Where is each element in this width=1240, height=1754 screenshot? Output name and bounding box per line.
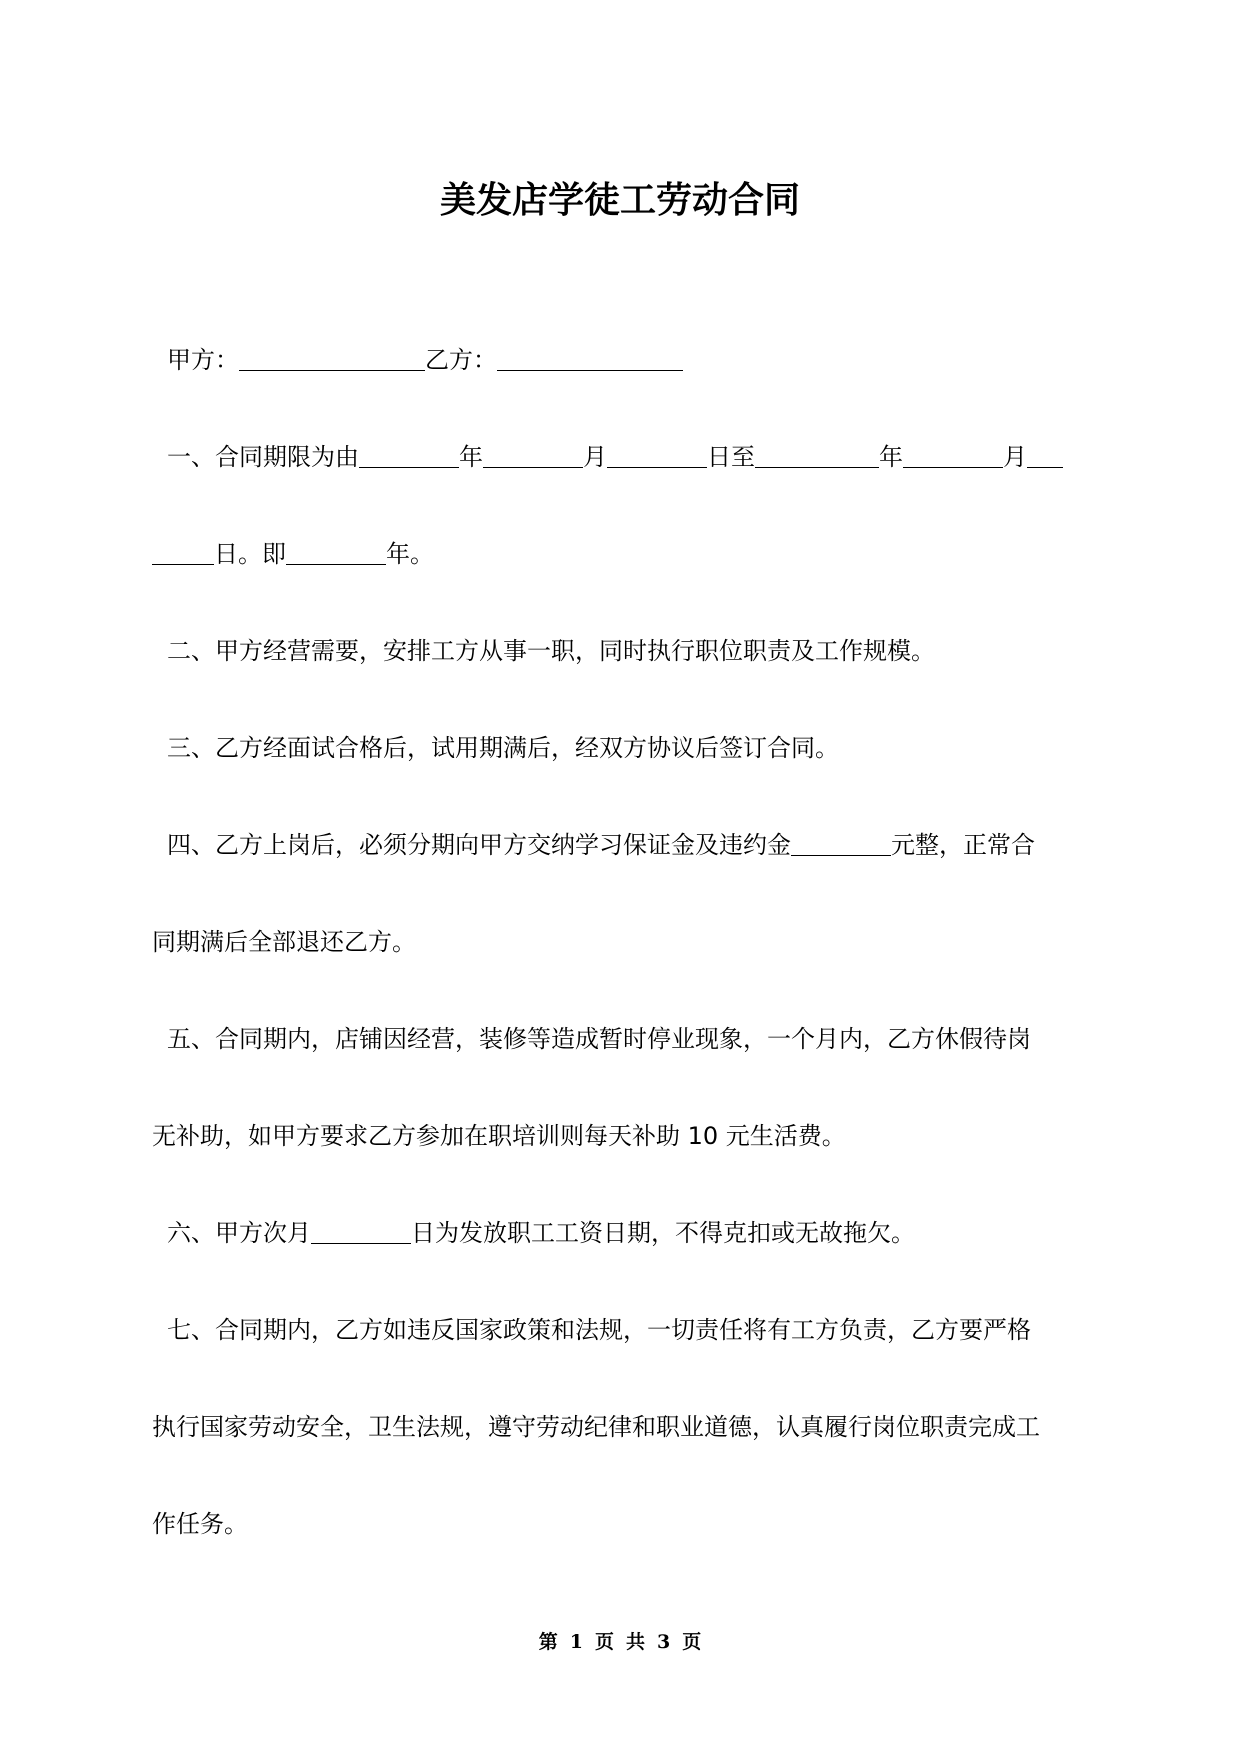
page-footer xyxy=(0,1627,1240,1654)
clause-4-text-end: 元整，正常合 xyxy=(891,831,1035,859)
clause-6-text-end: 日为发放职工工资日期，不得克扣或无故拖欠。 xyxy=(411,1219,915,1247)
clause-5-line-2: 无补助，如甲方要求乙方参加在职培训则每天补助 10 元生活费。 xyxy=(152,1122,846,1150)
start-day-blank xyxy=(607,445,707,468)
start-year-blank xyxy=(359,445,459,468)
clause-6 xyxy=(152,1216,1107,1250)
month-label: 月 xyxy=(583,443,607,471)
clause-4-line-2: 同期满后全部退还乙方。 xyxy=(152,928,416,956)
footer-text: 页 xyxy=(594,1631,614,1653)
end-month-blank xyxy=(903,445,1003,468)
clause-2: 二、甲方经营需要，安排工方从事一职，同时执行职位职责及工作规模。 xyxy=(167,637,935,665)
parties-line xyxy=(152,343,1107,377)
party-a-blank xyxy=(239,348,425,371)
clause-1-line-1 xyxy=(152,440,1107,474)
clause-4-line-1 xyxy=(152,828,1107,862)
clause-6-text: 六、甲方次月 xyxy=(167,1219,311,1247)
years-label: 年。 xyxy=(386,540,434,568)
party-b-label: 乙方： xyxy=(425,346,497,374)
year-label: 年 xyxy=(459,443,483,471)
clause-1-text: 一、合同期限为由 xyxy=(167,443,359,471)
footer-text: 页 xyxy=(682,1631,702,1653)
party-a-label: 甲方： xyxy=(167,346,239,374)
clause-7-line-2: 执行国家劳动安全，卫生法规，遵守劳动纪律和职业道德，认真履行岗位职责完成工 xyxy=(152,1413,1040,1441)
clause-5-line-1: 五、合同期内，店铺因经营，装修等造成暂时停业现象，一个月内，乙方休假待岗 xyxy=(167,1025,1031,1053)
payday-blank xyxy=(311,1221,411,1244)
start-month-blank xyxy=(483,445,583,468)
end-day-blank xyxy=(1027,445,1063,468)
clause-1-line-2 xyxy=(152,537,1092,571)
party-b-blank xyxy=(497,348,683,371)
total-pages: 3 xyxy=(657,1631,671,1653)
clause-3: 三、乙方经面试合格后，试用期满后，经双方协议后签订合同。 xyxy=(167,734,839,762)
end-day-blank-cont xyxy=(152,542,214,565)
month-label: 月 xyxy=(1003,443,1027,471)
day-to-label: 日至 xyxy=(707,443,755,471)
footer-text: 第 xyxy=(538,1631,558,1653)
year-label: 年 xyxy=(879,443,903,471)
clause-7-line-3: 作任务。 xyxy=(152,1510,248,1538)
clause-7-line-1: 七、合同期内，乙方如违反国家政策和法规，一切责任将有工方负责，乙方要严格 xyxy=(167,1316,1031,1344)
page-number: 1 xyxy=(569,1631,583,1653)
years-blank xyxy=(286,542,386,565)
clause-4-text: 四、乙方上岗后，必须分期向甲方交纳学习保证金及违约金 xyxy=(167,831,791,859)
day-end-label: 日。即 xyxy=(214,540,286,568)
end-year-blank xyxy=(755,445,879,468)
footer-text: 共 xyxy=(626,1631,646,1653)
deposit-amount-blank xyxy=(791,833,891,856)
document-title: 美发店学徒工劳动合同 xyxy=(439,180,800,221)
